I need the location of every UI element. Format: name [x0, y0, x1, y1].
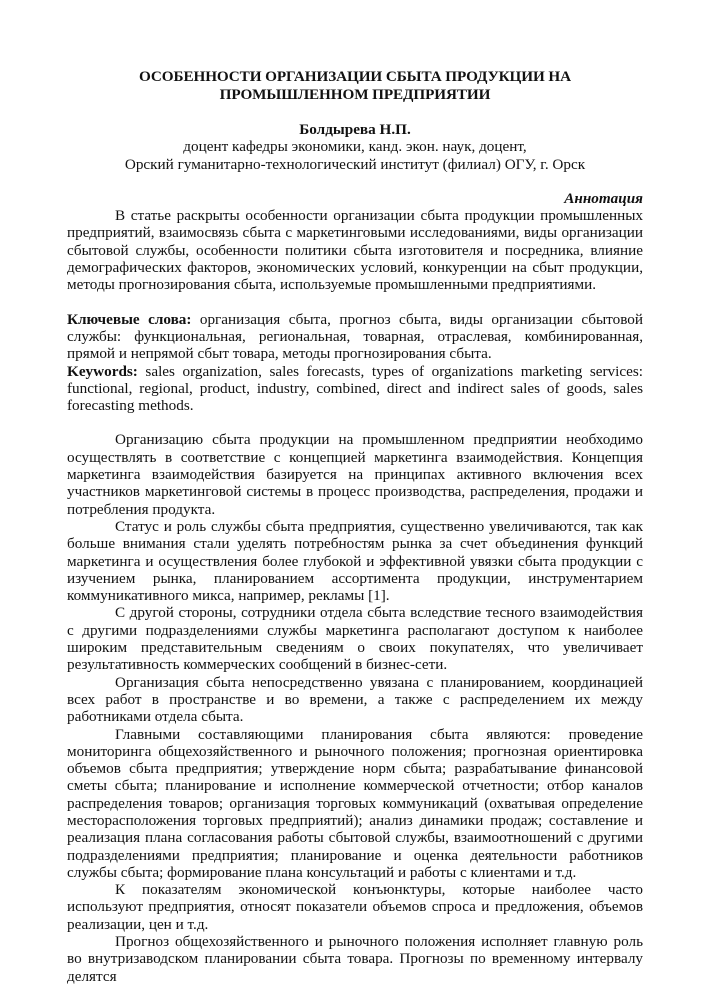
- paper-title: ОСОБЕННОСТИ ОРГАНИЗАЦИИ СБЫТА ПРОДУКЦИИ НА ПРОМЫШЛЕННОМ ПРЕДПРИЯТИИ: [139, 68, 571, 103]
- keywords-en-label: Keywords:: [67, 362, 138, 380]
- author-position: доцент кафедры экономики, канд. экон. наук, доцент,: [183, 138, 527, 156]
- author-name: Болдырева Н.П.: [299, 121, 411, 138]
- body-paragraph: Организация сбыта непосредственно увязана с планированием, координацией всех работ в пространстве и во времени, а также с распределением их между работниками отдела сбыта.: [67, 673, 643, 726]
- keywords-en: [67, 363, 643, 415]
- spacer: [67, 294, 643, 311]
- keywords-en-text: sales organization, sales forecasts, types of organizations marketing services: functional, regional, product, industry, combined, direct and indirect sales of goods, sales forecasting methods.: [67, 362, 643, 415]
- body-paragraph: Статус и роль службы сбыта предприятия, существенно увеличиваются, так как больше внимания стали уделять потребностям рынка за счет объединения функций маркетинга и осуществления более глубокой и эффективной увязки сбыта продукции с изучением рынка, планированием ассортимента продукции, инструментарием коммуникативного микса, например, рекламы [1].: [67, 517, 643, 605]
- abstract-text: В статье раскрыты особенности организации сбыта продукции промышленных предприятий, взаимосвязь сбыта с маркетинговыми исследованиями, виды организации сбытовой службы, особенности политики сбыта изготовителя и посредника, влияние демографических факторов, экономических условий, конкуренции на сбыт продукции, методы прогнозирования сбыта, используемые промышленными предприятиями.: [67, 207, 643, 294]
- body-paragraph: С другой стороны, сотрудники отдела сбыта вследствие тесного взаимодействия с другими подразделениями службы маркетинга располагают доступом к наиболее широким представительным сведениям о своих покупателях, что увеличивает результативность коммерческих сообщений в бизнес-сети.: [67, 604, 643, 674]
- body-paragraph: К показателям экономической конъюнктуры, которые наиболее часто используют предприятия, относят показатели объемов спроса и предложения, объемов реализации, цен и т.д.: [67, 881, 643, 933]
- abstract-label: Аннотация: [564, 189, 643, 207]
- body-paragraph: Организацию сбыта продукции на промышленном предприятии необходимо осуществлять в соответствие с концепцией маркетинга взаимодействия. Концепция маркетинга взаимодействия базируется на принципах активного включения всех участников маркетинговой системы в процесс производства, распределения, продажи и потребления продукта.: [67, 431, 643, 518]
- keywords-ru-label: Ключевые слова:: [67, 310, 192, 328]
- body-paragraph: Главными составляющими планирования сбыта являются: проведение мониторинга общехозяйственного и рыночного положения; прогнозная ориентировка объемов сбыта предприятия; утверждение норм сбыта; разрабатывание финансовой сметы сбыта; планирование и исполнение коммерческой отчетности; отбор каналов распределения товаров; организация торговых коммуникаций (охватывая определение месторасположения торговых предприятий); анализ динамики продаж; составление и реализация плана согласования работы сбытовой службы, взаимоотношений с другими подразделениями предприятия; планирование и оценка деятельности работников службы сбыта; формирование плана консультаций и работы с клиентами и т.д.: [67, 725, 643, 881]
- body-paragraph: Прогноз общехозяйственного и рыночного положения исполняет главную роль во внутризаводском планировании сбыта товара. Прогнозы по временному интервалу делятся: [67, 933, 643, 985]
- spacer: [67, 414, 643, 431]
- keywords-ru: [67, 311, 643, 363]
- keywords-ru-text: организация сбыта, прогноз сбыта, виды организации сбытовой службы: функциональная, региональная, товарная, отраслевая, комбинированная, прямой и непрямой сбыт товара, методы прогнозирования сбыта.: [67, 310, 643, 363]
- document-page: [67, 68, 643, 985]
- author-institution: Орский гуманитарно-технологический институт (филиал) ОГУ, г. Орск: [124, 155, 586, 173]
